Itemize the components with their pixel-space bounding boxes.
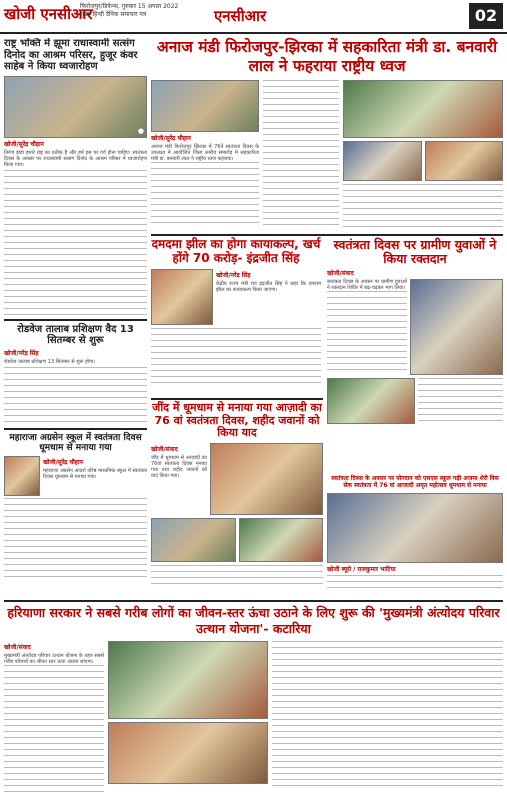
divider (4, 600, 503, 602)
story-satsang-filler (4, 170, 147, 316)
story-blood-headline: स्वतंत्रता दिवस पर ग्रामीण युवाओं ने किया रक्तदान (333, 237, 497, 267)
story-haryana-byline: खोजी/संवाद (4, 644, 31, 651)
story-haryana (4, 600, 503, 796)
lead-text: अनाज मंडी फिरोजपुर झिरका में 76वें स्वतंत्रता दिवस के उपलक्ष्य में आयोजित जिला स्तरीय समारोह में सहकारिता मंत्री डा. बनवारी लाल ने राष्ट्रीय ध्वज फहराया। (151, 144, 259, 162)
story-satsang-byline: खोजी/सुरेंद्र चौहान (4, 140, 44, 148)
story-roadways (4, 324, 147, 425)
left-column (4, 38, 147, 598)
lead-filler-2 (263, 80, 339, 230)
divider (151, 234, 503, 236)
story-school-headline: महाराजा अग्रसेन स्कूल में स्वतंत्रता दिवस धूमधाम से मनाया गया (9, 432, 142, 453)
caption-byline: खोजी ब्यूरो / राजकुमार भाटिया (327, 565, 396, 573)
edition-tagline: सुबह हिन्दी दैनिक समाचार पत्र (80, 11, 147, 18)
story-school (4, 433, 147, 579)
story-haryana-headline: हरियाणा सरकार ने सबसे गरीब लोगों का जीवन-स्तर ऊंचा उठाने के लिए शुरू की 'मुख्यमंत्री अंत्योदय परिवार उत्थान योजना'- कटारिया (7, 605, 500, 636)
blood-photo-2 (327, 378, 415, 424)
story-blood (327, 238, 503, 472)
masthead (0, 0, 507, 34)
story-satsang-text: तिरंगा झंडा हमारे राष्ट्र का प्रतीक है और हमें इस पर गर्व होना चाहिए। स्वतंत्रता दिवस के अवसर पर राधास्वामी सत्संग दिनोद के आश्रम परिसर में ध्वजारोहण किया गया। (4, 149, 147, 168)
lead-headline: अनाज मंडी फिरोजपुर-झिरका में सहकारिता मंत्री डा. बनवारी लाल ने फहराया राष्ट्रीय ध्वज (156, 38, 498, 75)
story-dam-filler (151, 328, 321, 386)
story-blood-text: स्वतंत्रता दिवस के अवसर पर ग्रामीण युवाओं ने रक्तदान शिविर में बढ़-चढ़कर भाग लिया। (327, 278, 407, 291)
blood-filler-2 (418, 378, 504, 424)
caption-filler (327, 575, 503, 593)
jind-photo-3 (239, 518, 324, 562)
story-satsang-headline: राष्ट्र भक्ति में झूमा राधास्वामी सत्संग दिनोद का आश्रम परिसर, हुजूर कंवर साहेब ने किया ध्वजारोहण (4, 38, 138, 72)
story-roadways-text: रोडवेज तालाब प्रशिक्षण 13 सितम्बर से शुरू होगा। (4, 358, 96, 365)
blood-photo-1 (410, 279, 503, 375)
jind-photo-2 (151, 518, 236, 562)
story-jind-headline: जींद में धूमधाम से मनाया गया आज़ादी का 76 वां स्वतंत्रता दिवस, शहीद जवानों को किया याद (152, 401, 322, 440)
story-satsang (4, 38, 147, 316)
lead-photo-2 (343, 80, 503, 138)
section-title: एनसीआर (214, 7, 267, 25)
dam-photo (151, 269, 213, 325)
satsang-photo (4, 76, 147, 138)
story-dam (151, 238, 321, 396)
jind-photo-1 (210, 443, 323, 515)
story-haryana-text: मुख्यमंत्री अंत्योदय परिवार उत्थान योजना के तहत सबसे गरीब परिवारों का जीवन स्तर ऊंचा उठाया जाएगा। (4, 653, 104, 665)
edition-date: फिरोजपुर/डिफेन्स, गुरुवार 15 अगस्त 2022 (80, 3, 179, 10)
lead-filler-3 (343, 184, 503, 228)
story-jind-byline: खोजी/संवाद (151, 445, 178, 453)
story-blood-filler (327, 291, 407, 371)
story-haryana-filler-1 (4, 665, 104, 793)
lead-photo-4 (425, 141, 504, 181)
divider (151, 398, 323, 400)
school-photo (4, 456, 40, 496)
edition-info (80, 3, 178, 19)
story-dam-text: केंद्रीय राज्य मंत्री राव इंद्रजीत सिंह ने कहा कि दमदमा झील का कायाकल्प किया जाएगा। (216, 280, 321, 293)
haryana-photo-1 (108, 641, 268, 719)
story-school-byline: खोजी/सुरेंद्र चौहान (43, 459, 83, 467)
lead-story (151, 80, 503, 230)
story-roadways-headline: रोडवेज तालाब प्रशिक्षण वैद 13 सितम्बर से शुरू (17, 323, 134, 346)
camera-icon: ● (137, 126, 144, 135)
story-dam-headline: दमदमा झील का होगा कायाकल्प, खर्च होंगे 70 करोड़- इंद्रजीत सिंह (151, 237, 321, 265)
lead-byline: खोजी/सुरेंद्र चौहान (151, 135, 191, 142)
story-jind-filler (151, 565, 323, 587)
story-school-filler (4, 498, 147, 578)
story-caption (327, 476, 503, 598)
lead-filler-1 (151, 162, 259, 224)
story-roadways-filler (4, 367, 147, 425)
haryana-photo-2 (108, 722, 268, 784)
lead-photo-3 (343, 141, 422, 181)
story-roadways-byline: खोजी/नरेंद्र सिंह (4, 349, 39, 357)
story-dam-byline: खोजी/नरेंद्र सिंह (216, 271, 251, 279)
story-haryana-filler-2 (272, 641, 503, 789)
story-blood-byline: खोजी/संवाद (327, 269, 354, 277)
newspaper-logo: खोजी एनसीआर (4, 5, 93, 23)
divider (4, 319, 147, 321)
page-number: 02 (469, 3, 503, 29)
story-jind-text: जींद में धूमधाम से आज़ादी का 76वां स्वतंत्रता दिवस मनाया गया तथा शहीद जवानों को याद किया गया। (151, 454, 207, 479)
story-school-text: महाराजा अग्रसेन आदर्श वरिष्ठ माध्यमिक स्कूल में स्वतंत्रता दिवस धूमधाम से मनाया गया। (43, 468, 147, 481)
caption-text: स्वतंत्रता दिवस के अवसर पर योगदान को एसएस स्कूल गढ़ी अजमा शेरी विस सेक स्वतंत्रता में 76 वां आजादी अमृत महोत्सव धूमधाम से मनाया (331, 475, 499, 489)
caption-photo (327, 493, 503, 563)
story-jind (151, 402, 323, 598)
lead-photo-1 (151, 80, 259, 132)
main-area (151, 38, 503, 598)
divider (4, 428, 147, 430)
